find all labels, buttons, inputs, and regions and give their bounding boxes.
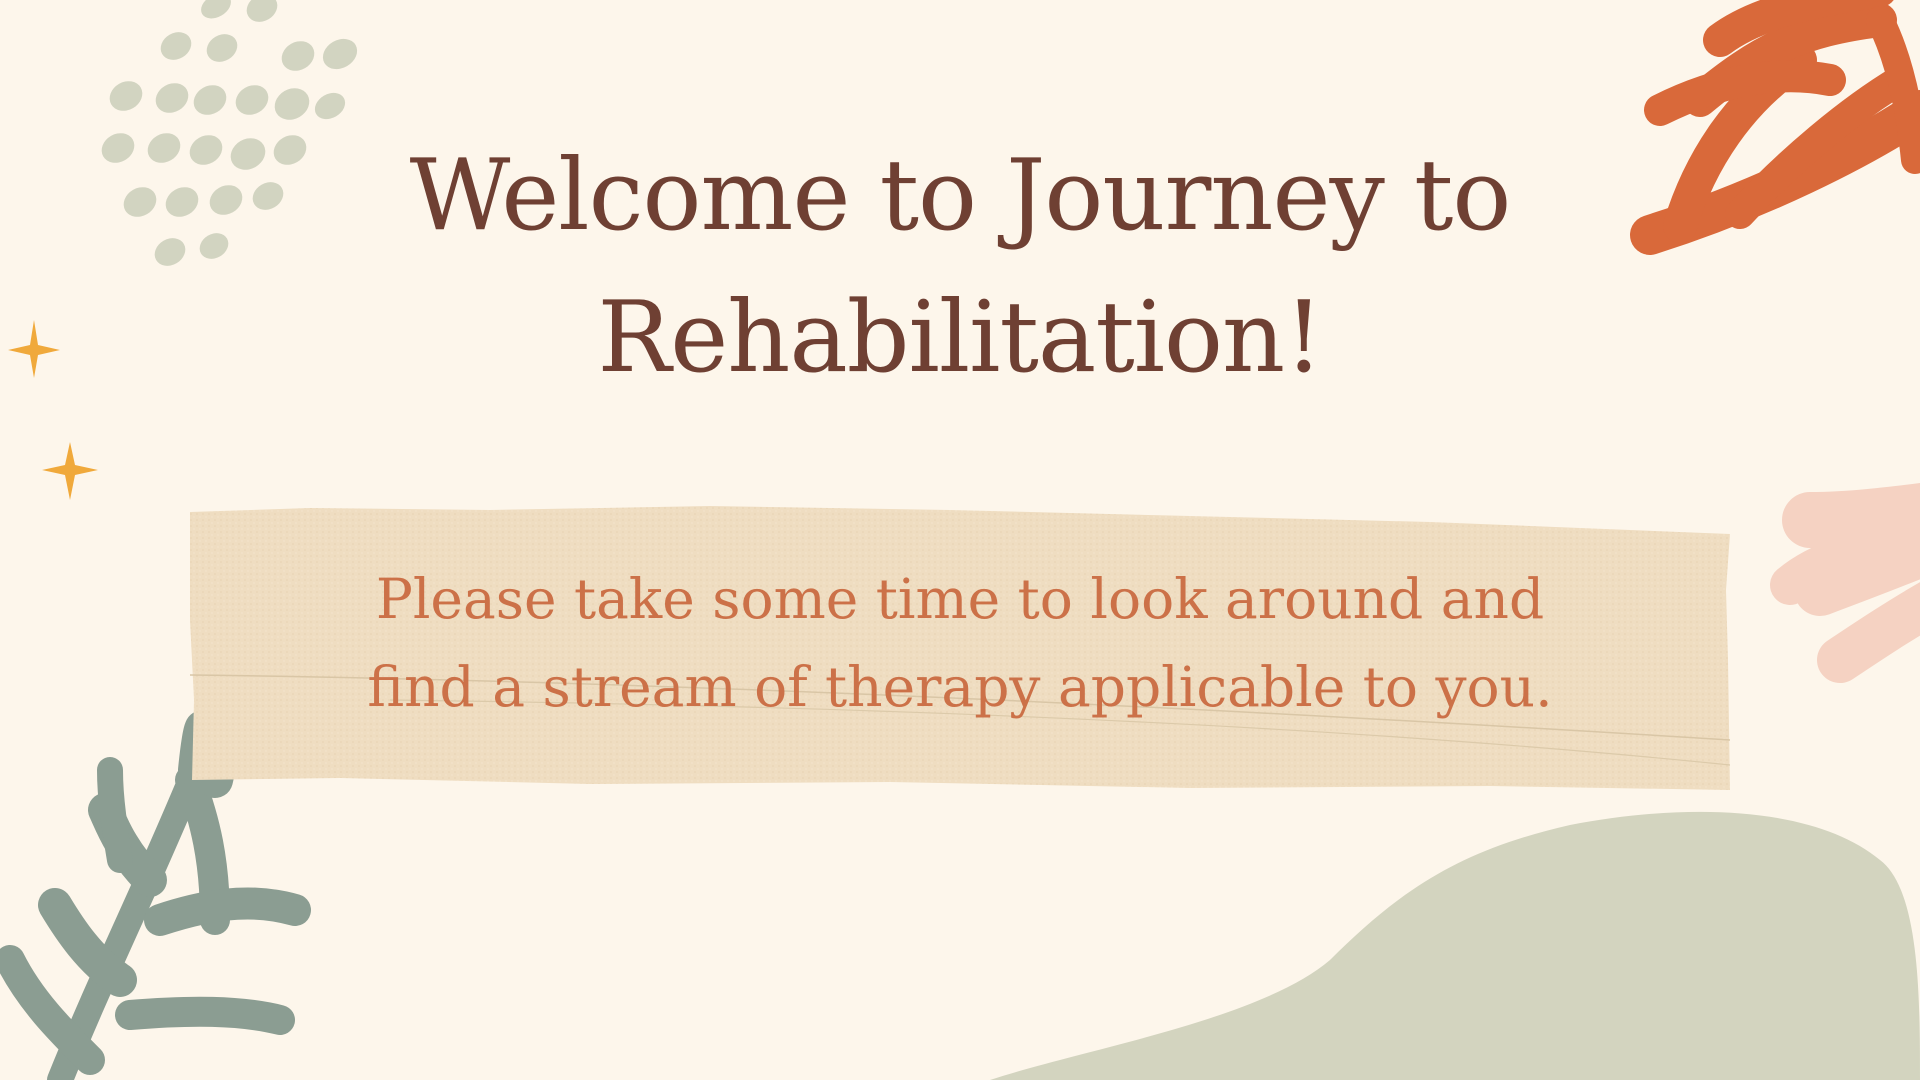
intro-text: [190, 555, 1730, 731]
orange-leaf-decoration: [1650, 0, 1920, 235]
page-title-line-1: Welcome to Journey to: [409, 139, 1511, 253]
pink-leaf-decoration: [1790, 510, 1920, 660]
intro-text-line-1: Please take some time to look around and: [375, 567, 1545, 631]
star-decoration-2: [42, 442, 98, 500]
intro-text-line-2: find a stream of therapy applicable to you.: [367, 655, 1553, 719]
page-title-line-2: Rehabilitation!: [597, 281, 1323, 395]
page-title: [260, 125, 1660, 409]
star-decoration-1: [8, 320, 60, 378]
sage-blob-decoration: [990, 812, 1920, 1080]
